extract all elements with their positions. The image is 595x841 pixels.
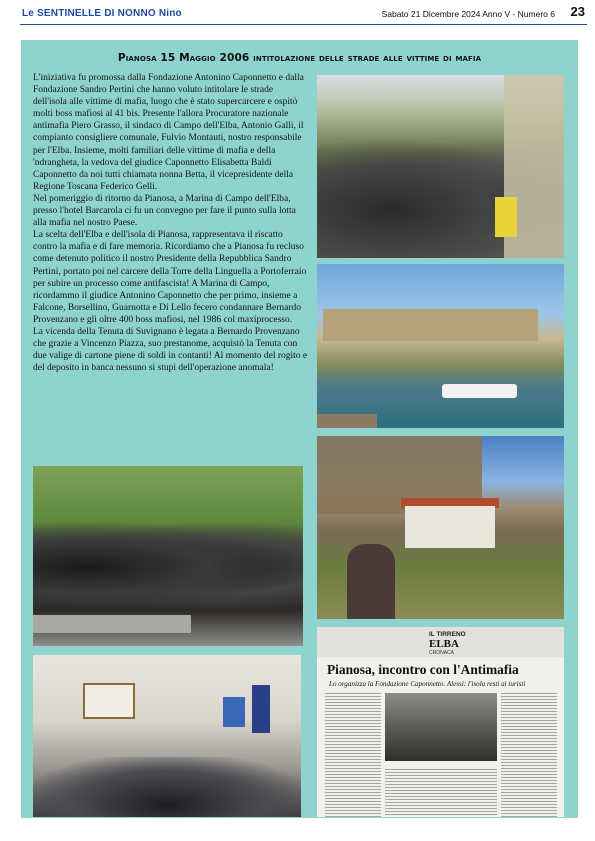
paragraph-1: L'iniziativa fu promossa dalla Fondazione Antonino Caponnetto e dalla Fondazione Sandro Pertini che hanno voluto intitolare le strade dell'isola alle vittime di mafia, luogo che è stato supercarcere e ospitò molti boss mafiosi al 41 bis. Presente l'allora Procuratore nazionale antimafia Piero Grasso, il sindaco di Campo dell'Elba, Antonio Galli, il compianto consigliere comunale, Fulvio Montauti, nostro responsabile per l'Elba. Insieme, molti familiari delle vittime di mafia e della 'ndrangheta, la vedova del giudice Caponnetto Elisabetta Baldi Caponnetto da noi tutti chiamata nonna Betta, il vicepresidente della Regione Toscana Federico Gelli. <box>33 73 304 192</box>
clipping-subsection: CRONACA <box>429 650 455 656</box>
header-rule <box>20 24 587 25</box>
photo-group-outdoor <box>33 466 303 646</box>
photo-group <box>33 521 303 613</box>
photo-painting <box>83 683 135 719</box>
clipping-photo <box>385 693 497 761</box>
article-title: Pianosa 15 Maggio 2006 intitolazione delle strade alle vittime di mafia <box>117 52 482 64</box>
clipping-column <box>325 693 381 817</box>
article-body <box>33 72 309 374</box>
page-number: 23 <box>570 4 585 19</box>
issue-date: Sabato 21 Dicembre 2024 Anno V - Numero 6 <box>381 9 555 19</box>
photo-conference-room <box>33 655 301 817</box>
photo-house <box>405 506 495 548</box>
photo-audience <box>33 757 301 817</box>
photo-fortress <box>323 309 538 341</box>
clipping-section: ELBA <box>429 638 459 650</box>
photo-castle-house <box>317 436 564 619</box>
clipping-column <box>501 693 557 817</box>
photo-crowd-courtyard <box>317 75 564 258</box>
publication-name: Le SENTINELLE DI NONNO Nino <box>22 8 182 19</box>
paragraph-4: La vicenda della Tenuta di Suvignano è legata a Bernardo Provenzano che grazie a Vincenzo Piazza, suo prestanome, acquistò la Tenuta con due valige di cartone piene di soldi in contanti! Al momento del rogito e del deposito in banca nessuno si stupì dell'operazione anomala! <box>33 326 308 374</box>
photo-bench <box>33 615 191 633</box>
paragraph-2: Nel pomeriggio di ritorno da Pianosa, a Marina di Campo dell'Elba, presso l'hotel Barcarola ci fu un convegno per fare il punto sulla lotta alla mafia nel nostro Paese. <box>33 193 296 229</box>
photo-flag <box>252 685 270 733</box>
clipping-publication: IL TIRRENO <box>429 631 466 638</box>
clipping-column <box>385 769 497 817</box>
photo-person <box>347 544 395 619</box>
newspaper-clipping <box>317 627 564 817</box>
paragraph-3: La scelta dell'Elba e dell'isola di Pianosa, rappresentava il riscatto contro la mafia e di fare memoria. Ricordiamo che a Pianosa fu recluso come detenuto politico il nostro Presidente della Repubblica Sandro Pertini, portato poi nel carcere della Torre della Linguella a Portoferraio per subire un processo come antifascista! A Marina di Campo, ricordammo il giudice Antonino Caponnetto che per primo, insieme a Falcone, Borsellino, Guarnotta e Di Lello fecero condannare Bernardo Provenzano e gli oltre 400 boss mafiosi, nel 1986 col maxiprocesso. <box>33 230 307 325</box>
photo-person-yellow <box>495 197 517 237</box>
clipping-headline: Pianosa, incontro con l'Antimafia <box>327 662 519 677</box>
photo-banner <box>223 697 245 727</box>
photo-quay <box>317 414 377 428</box>
photo-harbor-fortress <box>317 264 564 428</box>
clipping-subheadline: Lo organizza la Fondazione Caponnetto. Alessi: l'isola resti ai turisti <box>329 680 526 688</box>
photo-boat <box>442 384 517 398</box>
